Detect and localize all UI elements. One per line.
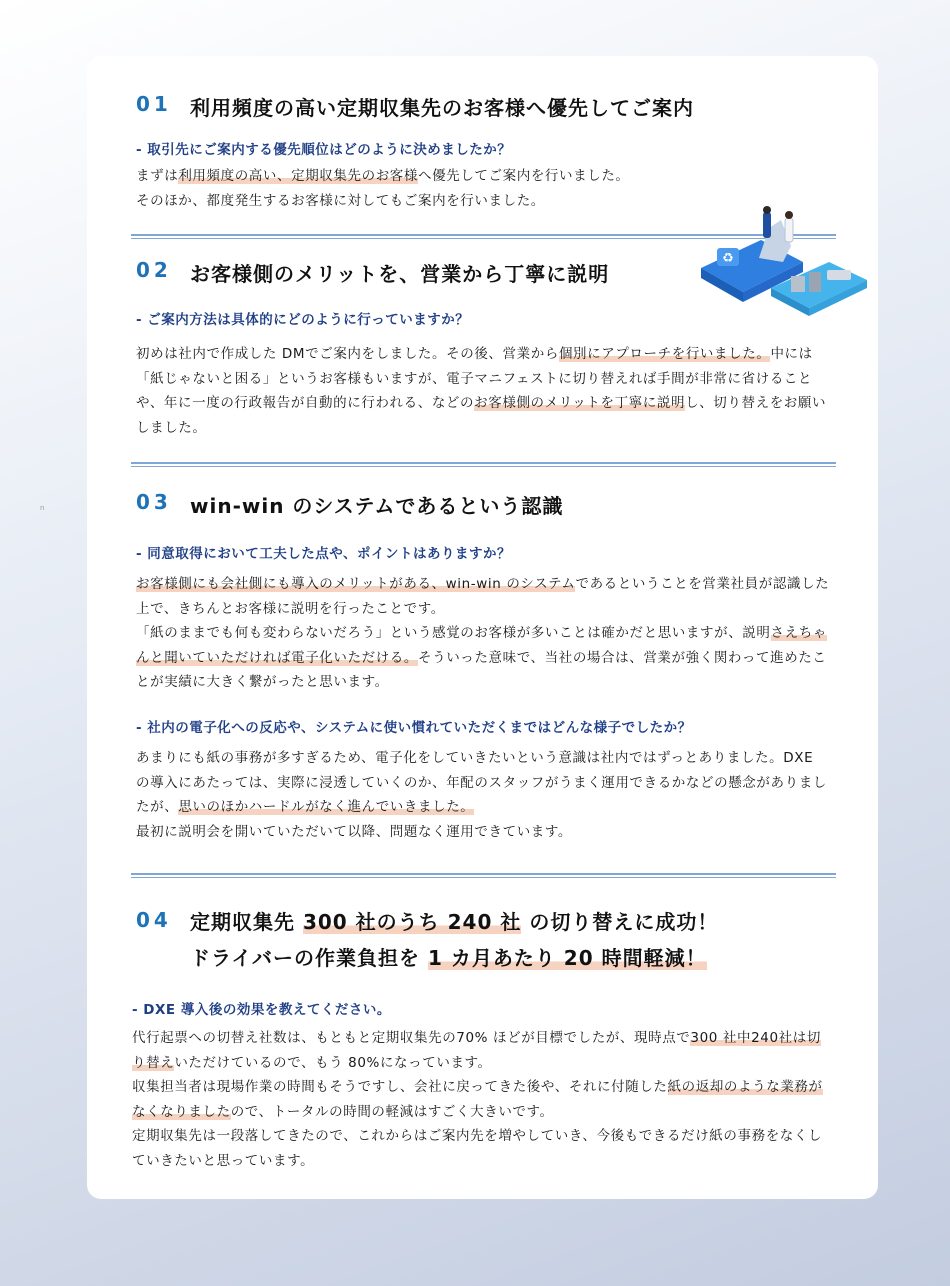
section-number: 01 (136, 92, 172, 116)
recycling-illustration (691, 206, 871, 316)
section-title: win-win のシステムであるという認識 (190, 494, 564, 518)
section-number: 03 (136, 490, 172, 514)
section-title-line1: 定期収集先 300 社のうち 240 社 の切り替えに成功！ (190, 910, 719, 934)
highlighted-text: さえちゃんと聞いていただければ電子化いただける。 (136, 625, 827, 666)
answer: お客様側にも会社側にも導入のメリットがある、win-win のシステムであるということを営業社員が認識した上で、きちんとお客様に説明を行ったことです。 「紙のままでも何も変わらないだろう」という感覚のお客様が多いことは確かだと思いますが、説明さえちゃんと聞いていただければ電子化いただける。そういった意味で、当社の場合は、営業が強く関わって進めたことが実績に大きく繋がったと思います。 (136, 576, 830, 690)
question: - 社内の電子化への反応や、システムに使い慣れていただくまではどんな様子でしたか？ (136, 720, 692, 736)
question: - ご案内方法は具体的にどのように行っていますか？ (136, 312, 470, 328)
highlighted-text: 300 社中240社は切り替え (132, 1030, 821, 1071)
answer: まずは利用頻度の高い、定期収集先のお客様へ優先してご案内を行いました。 そのほか、都度発生するお客様に対してもご案内を行いました。 (136, 168, 630, 209)
question: - DXE 導入後の効果を教えてください。 (132, 1002, 391, 1018)
answer: あまりにも紙の事務が多すぎるため、電子化をしていきたいという意識は社内ではずっとありました。DXE の導入にあたっては、実際に浸透していくのか、年配のスタッフがうまく運用できるかなどの懸念がありましたが、思いのほかハードルがなく進んでいきました。 最初に説明会を開いていただいて以降、問題なく運用できています。 (136, 750, 827, 840)
answer: 代行起票への切替え社数は、もともと定期収集先の70% ほどが目標でしたが、現時点で300 社中240社は切り替えいただけているので、もう 80%になっています。 収集担当者は現場作業の時間もそうですし、会社に戻ってきた後や、それに付随した紙の返却のような業務がなくなりましたので、トータルの時間の軽減はすごく大きいです。 定期収集先は一段落してきたので、これからはご案内先を増やしていき、今後もできるだけ紙の事務をなくしていきたいと思っています。 (132, 1030, 823, 1169)
highlighted-text: お客様側にも会社側にも導入のメリットがある、win-win のシステム (136, 576, 576, 592)
question: - 取引先にご案内する優先順位はどのように決めましたか？ (136, 142, 512, 158)
stray-mark: n (40, 504, 45, 512)
content-card (87, 56, 878, 1199)
section-title: お客様側のメリットを、営業から丁寧に説明 (190, 262, 610, 286)
question: - 同意取得において工夫した点や、ポイントはありますか？ (136, 546, 512, 562)
highlighted-text: お客様側のメリットを丁寧に説明 (474, 395, 686, 411)
svg-text:♻: ♻ (722, 251, 734, 266)
highlighted-text: 300 社のうち 240 社 (302, 910, 522, 934)
highlighted-text: 紙の返却のような業務がなくなりました (132, 1079, 823, 1120)
highlighted-text: 思いのほかハードルがなく進んでいきました。 (178, 799, 475, 815)
section-title-line2: ドライバーの作業負担を 1 カ月あたり 20 時間軽減！ (190, 946, 707, 970)
highlighted-text: 1 カ月あたり 20 時間軽減！ (427, 946, 707, 970)
highlighted-text: 利用頻度の高い、定期収集先のお客様 (178, 168, 419, 184)
section-number: 04 (136, 908, 172, 932)
section-title: 利用頻度の高い定期収集先のお客様へ優先してご案内 (190, 96, 694, 120)
section-divider (131, 873, 836, 878)
section-number: 02 (136, 258, 172, 282)
section-divider (131, 462, 836, 467)
highlighted-text: 個別にアプローチを行いました。 (558, 346, 771, 362)
answer: 初めは社内で作成した DMでご案内をしました。その後、営業から個別にアプローチを行いました。中には「紙じゃないと困る」というお客様もいますが、電子マニフェストに切り替えれば手間が非常に省けることや、年に一度の行政報告が自動的に行われる、などのお客様側のメリットを丁寧に説明し、切り替えをお願いしました。 (136, 346, 827, 436)
